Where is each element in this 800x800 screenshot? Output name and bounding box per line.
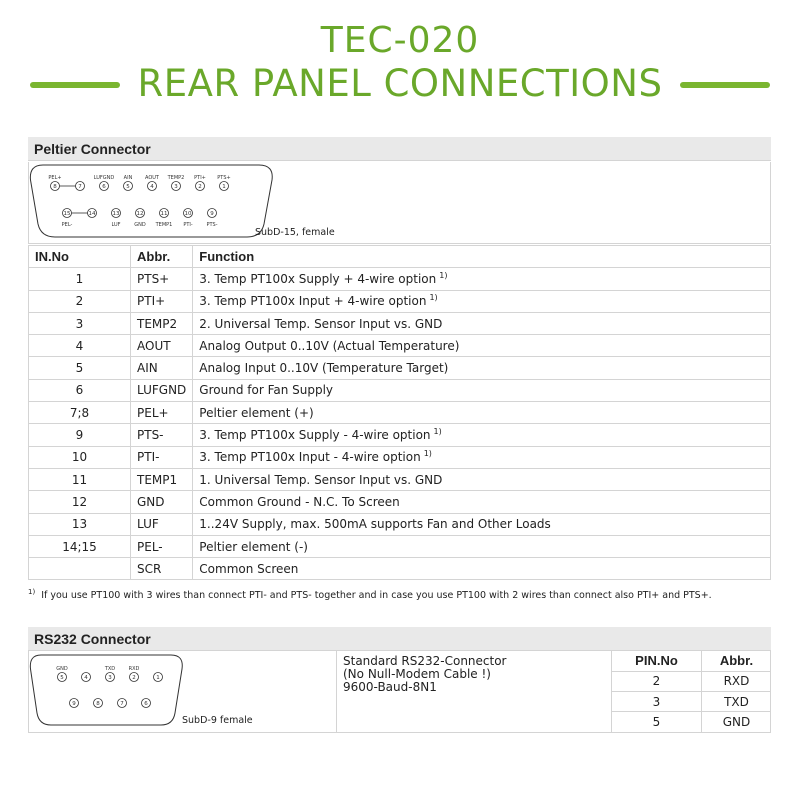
pin-function [193,357,771,379]
table-row [29,535,771,557]
rs232-desc-line: 9600-Baud-8N1 [343,680,437,694]
pin-function-text: Peltier element (+) [199,405,314,420]
pin-function [193,290,771,312]
pin-function-text: 3. Temp PT100x Input + 4-wire option [199,294,427,309]
title-subtitle: REAR PANEL CONNECTIONS [137,62,663,105]
col-header-abbr: Abbr. [701,651,771,671]
pin-function-text: Analog Input 0..10V (Temperature Target) [199,361,449,376]
pin-number: 11 [29,468,131,490]
connector-pin-number: 15 [63,211,71,217]
table-row [29,402,771,424]
pin-function-text: Analog Output 0..10V (Actual Temperature) [199,338,460,353]
pin-function [193,558,771,580]
pin-number: 14;15 [29,535,131,557]
table-row [29,268,771,290]
connector-pin-number: 1 [156,675,160,681]
connector-pin-label: AIN [123,175,133,181]
pin-abbr: PEL+ [131,402,193,424]
connector-pin-label: PEL+ [48,175,62,181]
pin-number [29,558,131,580]
pin-function-text: 1..24V Supply, max. 500mA supports Fan and Other Loads [199,517,551,532]
pin-function-text: 3. Temp PT100x Input - 4-wire option [199,450,421,465]
pin-function [193,446,771,468]
table-row [29,513,771,535]
col-header-in-no: IN.No [29,246,131,268]
footnote-text: If you use PT100 with 3 wires than connect PTI- and PTS- together and in case you use PT100 with 2 wires than connect also PTI+ and PTS+. [41,590,712,601]
connector-pin-label: LUF [111,222,121,228]
table-row [29,357,771,379]
connector-pin-number: 13 [112,211,120,217]
rs232-desc-line: (No Null-Modem Cable !) [343,667,491,681]
pin-function-text: Peltier element (-) [199,539,308,554]
rs232-connector-heading: RS232 Connector [28,627,771,651]
rs232-description [343,655,613,694]
footnote [28,587,771,601]
footnote-ref: 1) [429,293,438,303]
connector-pin-number: 3 [108,675,112,681]
col-header-pin-no: PIN.No [612,651,702,671]
pin-abbr: PTS- [131,424,193,446]
pin-abbr: LUF [131,513,193,535]
pin-abbr: GND [701,712,771,732]
pin-number: 6 [29,379,131,401]
connector-pin-number: 1 [222,184,226,190]
peltier-connector-diagram [28,162,771,244]
connector-pin-label: AOUT [145,175,159,181]
pin-abbr: SCR [131,558,193,580]
pin-function-text: 2. Universal Temp. Sensor Input vs. GND [199,316,443,331]
table-row [29,468,771,490]
title-model: TEC-020 [320,20,480,61]
pin-function-text: Common Screen [199,561,299,576]
pin-number: 3 [612,692,702,712]
pin-number: 5 [612,712,702,732]
pin-function [193,402,771,424]
pin-function-text: Ground for Fan Supply [199,383,334,398]
pin-number: 3 [29,312,131,334]
col-header-function: Function [193,246,771,268]
connector-pin-number: 5 [126,184,130,190]
connector-pin-label: TEMP2 [167,175,185,181]
connector-pin-number: 8 [53,184,57,190]
connector-pin-number: 7 [120,701,124,707]
footnote-ref: 1) [423,449,432,459]
footnote-ref: 1) [433,427,442,437]
connector-pin-label: RXD [128,666,140,672]
table-row [29,379,771,401]
pin-function [193,491,771,513]
connector-pin-number: 14 [88,211,96,217]
pin-function-text: 3. Temp PT100x Supply - 4-wire option [199,428,431,443]
connector-pin-number: 12 [136,211,144,217]
connector-pin-number: 9 [72,701,76,707]
connector-pin-number: 5 [60,675,64,681]
connector-pin-number: 4 [150,184,154,190]
pin-number: 12 [29,491,131,513]
connector-pin-label: PTI- [183,222,193,228]
pin-abbr: AOUT [131,335,193,357]
rs232-connector-diagram [29,651,337,732]
pin-function [193,535,771,557]
connector-pin-label: LUFGND [93,175,115,181]
subd15-connector-drawing [29,162,770,243]
table-row [29,312,771,334]
connector-pin-label: PTS- [206,222,218,228]
connector-pin-number: 7 [78,184,82,190]
table-row [612,671,772,691]
table-row [29,491,771,513]
pin-number: 13 [29,513,131,535]
col-header-abbr: Abbr. [131,246,193,268]
pin-number: 7;8 [29,402,131,424]
pin-abbr: AIN [131,357,193,379]
connector-pin-number: 6 [144,701,148,707]
connector-pin-number: 2 [132,675,136,681]
pin-abbr: GND [131,491,193,513]
pin-number: 4 [29,335,131,357]
pin-number: 2 [29,290,131,312]
table-row [29,424,771,446]
table-row [612,712,772,732]
footnote-ref: 1) [439,270,448,280]
pin-function [193,424,771,446]
connector-pin-number: 9 [210,211,214,217]
pin-function [193,379,771,401]
table-row [29,290,771,312]
peltier-connector-heading: Peltier Connector [28,137,771,161]
connector-pin-number: 11 [160,211,168,217]
pin-abbr: TXD [701,692,771,712]
connector-pin-label: PTI+ [194,175,206,181]
pin-abbr: PTI- [131,446,193,468]
table-row [29,335,771,357]
connector-pin-number: 4 [84,675,88,681]
pin-abbr: PEL- [131,535,193,557]
pin-function [193,312,771,334]
connector-pin-label: GND [56,666,68,672]
pin-number: 10 [29,446,131,468]
connector-pin-number: 8 [96,701,100,707]
title-rule-right [680,82,770,88]
table-row [612,692,772,712]
pin-number: 1 [29,268,131,290]
subd9-connector-drawing [29,651,336,732]
table-row [29,558,771,580]
pin-function-text: 3. Temp PT100x Supply + 4-wire option [199,271,437,286]
peltier-pin-table [28,245,771,580]
footnote-mark: 1) [28,587,36,596]
pin-number: 5 [29,357,131,379]
pin-abbr: PTI+ [131,290,193,312]
pin-abbr: TEMP2 [131,312,193,334]
table-row [29,446,771,468]
connector-pin-label: PTS+ [217,175,231,181]
pin-function [193,468,771,490]
connector-pin-number: 3 [174,184,178,190]
connector-pin-label: GND [134,222,146,228]
pin-number: 2 [612,671,702,691]
connector-pin-number: 10 [184,211,192,217]
pin-function-text: Common Ground - N.C. To Screen [199,494,400,509]
pin-function-text: 1. Universal Temp. Sensor Input vs. GND [199,472,443,487]
connector-pin-label: TXD [104,666,116,672]
pin-number: 9 [29,424,131,446]
rs232-connector-panel [28,651,771,733]
connector-pin-label: TEMP1 [155,222,173,228]
peltier-table-header [29,246,771,268]
subd15-label: SubD-15, female [255,227,335,238]
subd9-label: SubD-9 female [182,715,253,726]
pin-function [193,335,771,357]
pin-abbr: LUFGND [131,379,193,401]
connector-pin-label: PEL- [61,222,73,228]
rs232-desc-line: Standard RS232-Connector [343,654,507,668]
pin-abbr: TEMP1 [131,468,193,490]
connector-pin-number: 6 [102,184,106,190]
rs232-table-header [612,651,772,671]
pin-abbr: RXD [701,671,771,691]
pin-function [193,268,771,290]
connector-pin-number: 2 [198,184,202,190]
pin-abbr: PTS+ [131,268,193,290]
pin-function [193,513,771,535]
rs232-pin-table [611,651,771,732]
